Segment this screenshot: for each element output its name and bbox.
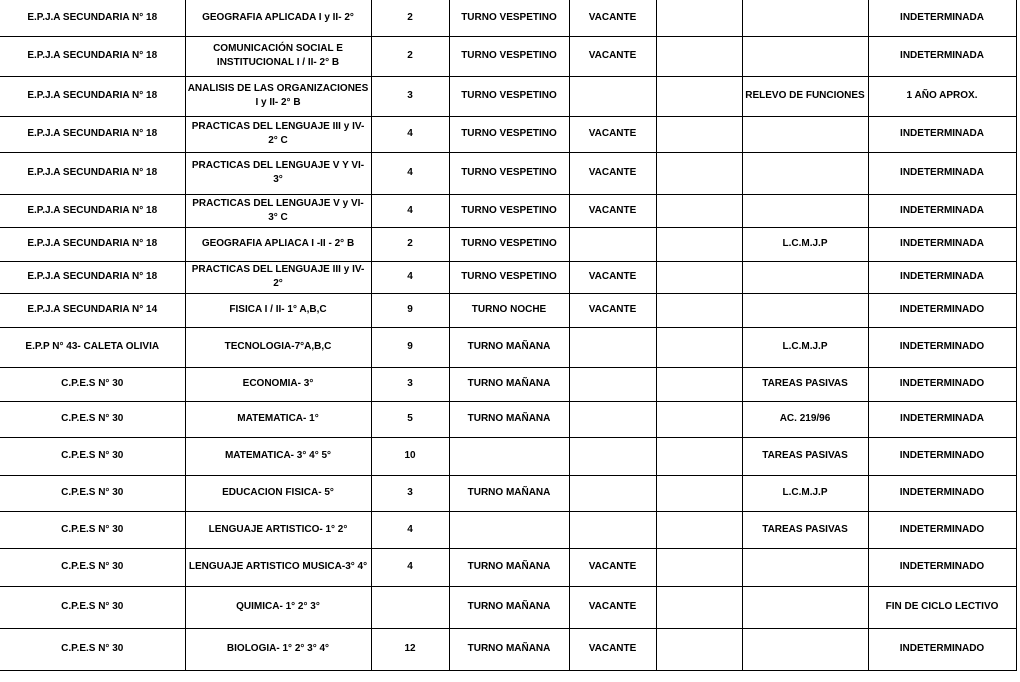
blank-cell	[656, 227, 742, 261]
duration-cell: INDETERMINADO	[868, 327, 1016, 367]
duration-cell: INDETERMINADA	[868, 227, 1016, 261]
hours-cell	[371, 586, 449, 628]
table-row	[0, 437, 1016, 475]
school-cell: E.P.J.A SECUNDARIA N° 18	[0, 36, 185, 76]
school-cell: C.P.E.S N° 30	[0, 511, 185, 548]
school-cell: E.P.J.A SECUNDARIA N° 18	[0, 194, 185, 227]
subject-cell: ANALISIS DE LAS ORGANIZACIONES I y II- 2° B	[185, 76, 371, 116]
status-cell	[569, 475, 656, 511]
table-row	[0, 152, 1016, 194]
subject-cell: MATEMATICA- 3° 4° 5°	[185, 437, 371, 475]
subject-cell: BIOLOGIA- 1° 2° 3° 4°	[185, 628, 371, 670]
subject-cell: PRACTICAS DEL LENGUAJE V y VI- 3° C	[185, 194, 371, 227]
table-row	[0, 293, 1016, 327]
hours-cell: 4	[371, 511, 449, 548]
shift-cell: TURNO MAÑANA	[449, 586, 569, 628]
shift-cell: TURNO MAÑANA	[449, 548, 569, 586]
blank-cell	[656, 194, 742, 227]
subject-cell: TECNOLOGIA-7°A,B,C	[185, 327, 371, 367]
hours-cell: 2	[371, 227, 449, 261]
hours-cell: 10	[371, 437, 449, 475]
reason-cell: AC. 219/96	[742, 401, 868, 437]
reason-cell: RELEVO DE FUNCIONES	[742, 76, 868, 116]
subject-cell: PRACTICAS DEL LENGUAJE III y IV- 2° C	[185, 116, 371, 152]
reason-cell	[742, 152, 868, 194]
school-cell: E.P.J.A SECUNDARIA N° 18	[0, 76, 185, 116]
duration-cell: INDETERMINADA	[868, 0, 1016, 36]
shift-cell: TURNO MAÑANA	[449, 401, 569, 437]
school-cell: C.P.E.S N° 30	[0, 586, 185, 628]
status-cell: VACANTE	[569, 586, 656, 628]
status-cell	[569, 401, 656, 437]
reason-cell: L.C.M.J.P	[742, 227, 868, 261]
duration-cell: INDETERMINADO	[868, 548, 1016, 586]
reason-cell	[742, 548, 868, 586]
reason-cell: L.C.M.J.P	[742, 475, 868, 511]
blank-cell	[656, 293, 742, 327]
duration-cell: INDETERMINADO	[868, 367, 1016, 401]
blank-cell	[656, 586, 742, 628]
status-cell	[569, 227, 656, 261]
duration-cell: INDETERMINADO	[868, 628, 1016, 670]
table-row	[0, 194, 1016, 227]
school-cell: C.P.E.S N° 30	[0, 367, 185, 401]
reason-cell	[742, 261, 868, 293]
shift-cell: TURNO VESPETINO	[449, 116, 569, 152]
shift-cell: TURNO VESPETINO	[449, 261, 569, 293]
shift-cell: TURNO VESPETINO	[449, 0, 569, 36]
subject-cell: PRACTICAS DEL LENGUAJE III y IV- 2°	[185, 261, 371, 293]
hours-cell: 9	[371, 327, 449, 367]
status-cell: VACANTE	[569, 152, 656, 194]
status-cell	[569, 437, 656, 475]
school-cell: C.P.E.S N° 30	[0, 628, 185, 670]
school-cell: C.P.E.S N° 30	[0, 437, 185, 475]
table-row	[0, 116, 1016, 152]
school-cell: C.P.E.S N° 30	[0, 475, 185, 511]
blank-cell	[656, 628, 742, 670]
shift-cell: TURNO MAÑANA	[449, 327, 569, 367]
blank-cell	[656, 76, 742, 116]
reason-cell: L.C.M.J.P	[742, 327, 868, 367]
school-cell: E.P.J.A SECUNDARIA N° 18	[0, 227, 185, 261]
subject-cell: GEOGRAFIA APLICADA I y II- 2°	[185, 0, 371, 36]
shift-cell: TURNO MAÑANA	[449, 475, 569, 511]
status-cell: VACANTE	[569, 548, 656, 586]
table-row	[0, 261, 1016, 293]
table-row	[0, 586, 1016, 628]
duration-cell: INDETERMINADA	[868, 36, 1016, 76]
reason-cell	[742, 293, 868, 327]
school-cell: E.P.J.A SECUNDARIA N° 18	[0, 261, 185, 293]
status-cell: VACANTE	[569, 261, 656, 293]
reason-cell	[742, 586, 868, 628]
table-row	[0, 475, 1016, 511]
status-cell	[569, 76, 656, 116]
subject-cell: FISICA I / II- 1° A,B,C	[185, 293, 371, 327]
status-cell	[569, 367, 656, 401]
shift-cell: TURNO MAÑANA	[449, 367, 569, 401]
school-cell: C.P.E.S N° 30	[0, 548, 185, 586]
hours-cell: 4	[371, 194, 449, 227]
table-row	[0, 0, 1016, 36]
shift-cell: TURNO VESPETINO	[449, 36, 569, 76]
blank-cell	[656, 548, 742, 586]
subject-cell: COMUNICACIÓN SOCIAL E INSTITUCIONAL I / II- 2° B	[185, 36, 371, 76]
duration-cell: INDETERMINADA	[868, 116, 1016, 152]
shift-cell: TURNO VESPETINO	[449, 227, 569, 261]
table-row	[0, 628, 1016, 670]
reason-cell	[742, 116, 868, 152]
status-cell: VACANTE	[569, 293, 656, 327]
school-cell: C.P.E.S N° 30	[0, 401, 185, 437]
reason-cell: TAREAS PASIVAS	[742, 511, 868, 548]
table-row	[0, 36, 1016, 76]
blank-cell	[656, 0, 742, 36]
shift-cell: TURNO NOCHE	[449, 293, 569, 327]
duration-cell: INDETERMINADA	[868, 152, 1016, 194]
subject-cell: MATEMATICA- 1°	[185, 401, 371, 437]
table-row	[0, 548, 1016, 586]
hours-cell: 3	[371, 367, 449, 401]
reason-cell	[742, 628, 868, 670]
shift-cell: TURNO VESPETINO	[449, 194, 569, 227]
hours-cell: 5	[371, 401, 449, 437]
duration-cell: INDETERMINADA	[868, 261, 1016, 293]
status-cell	[569, 511, 656, 548]
reason-cell	[742, 36, 868, 76]
blank-cell	[656, 36, 742, 76]
shift-cell	[449, 511, 569, 548]
blank-cell	[656, 152, 742, 194]
duration-cell: INDETERMINADO	[868, 511, 1016, 548]
status-cell: VACANTE	[569, 194, 656, 227]
status-cell: VACANTE	[569, 116, 656, 152]
school-cell: E.P.J.A SECUNDARIA N° 18	[0, 0, 185, 36]
duration-cell: INDETERMINADA	[868, 194, 1016, 227]
duration-cell: INDETERMINADO	[868, 475, 1016, 511]
blank-cell	[656, 261, 742, 293]
hours-cell: 3	[371, 76, 449, 116]
table-row	[0, 367, 1016, 401]
school-cell: E.P.J.A SECUNDARIA N° 18	[0, 116, 185, 152]
reason-cell: TAREAS PASIVAS	[742, 367, 868, 401]
table-row	[0, 327, 1016, 367]
hours-cell: 4	[371, 548, 449, 586]
reason-cell	[742, 0, 868, 36]
reason-cell: TAREAS PASIVAS	[742, 437, 868, 475]
subject-cell: QUIMICA- 1° 2° 3°	[185, 586, 371, 628]
hours-cell: 3	[371, 475, 449, 511]
reason-cell	[742, 194, 868, 227]
shift-cell	[449, 437, 569, 475]
status-cell: VACANTE	[569, 36, 656, 76]
table-row	[0, 227, 1016, 261]
shift-cell: TURNO VESPETINO	[449, 152, 569, 194]
school-cell: E.P.J.A SECUNDARIA N° 18	[0, 152, 185, 194]
status-cell	[569, 327, 656, 367]
hours-cell: 9	[371, 293, 449, 327]
hours-cell: 4	[371, 261, 449, 293]
blank-cell	[656, 116, 742, 152]
duration-cell: INDETERMINADO	[868, 293, 1016, 327]
school-cell: E.P.J.A SECUNDARIA N° 14	[0, 293, 185, 327]
duration-cell: INDETERMINADA	[868, 401, 1016, 437]
school-cell: E.P.P N° 43- CALETA OLIVIA	[0, 327, 185, 367]
shift-cell: TURNO MAÑANA	[449, 628, 569, 670]
duration-cell: 1 AÑO APROX.	[868, 76, 1016, 116]
status-cell: VACANTE	[569, 0, 656, 36]
hours-cell: 4	[371, 152, 449, 194]
table-row	[0, 76, 1016, 116]
status-cell: VACANTE	[569, 628, 656, 670]
duration-cell: FIN DE CICLO LECTIVO	[868, 586, 1016, 628]
hours-cell: 2	[371, 36, 449, 76]
subject-cell: GEOGRAFIA APLIACA I -II - 2° B	[185, 227, 371, 261]
subject-cell: PRACTICAS DEL LENGUAJE V Y VI- 3°	[185, 152, 371, 194]
blank-cell	[656, 327, 742, 367]
hours-cell: 2	[371, 0, 449, 36]
subject-cell: LENGUAJE ARTISTICO- 1° 2°	[185, 511, 371, 548]
blank-cell	[656, 367, 742, 401]
blank-cell	[656, 437, 742, 475]
duration-cell: INDETERMINADO	[868, 437, 1016, 475]
table-row	[0, 511, 1016, 548]
hours-cell: 4	[371, 116, 449, 152]
table-row	[0, 401, 1016, 437]
hours-cell: 12	[371, 628, 449, 670]
subject-cell: EDUCACION FISICA- 5°	[185, 475, 371, 511]
subject-cell: ECONOMIA- 3°	[185, 367, 371, 401]
blank-cell	[656, 401, 742, 437]
subject-cell: LENGUAJE ARTISTICO MUSICA-3° 4°	[185, 548, 371, 586]
shift-cell: TURNO VESPETINO	[449, 76, 569, 116]
blank-cell	[656, 511, 742, 548]
blank-cell	[656, 475, 742, 511]
